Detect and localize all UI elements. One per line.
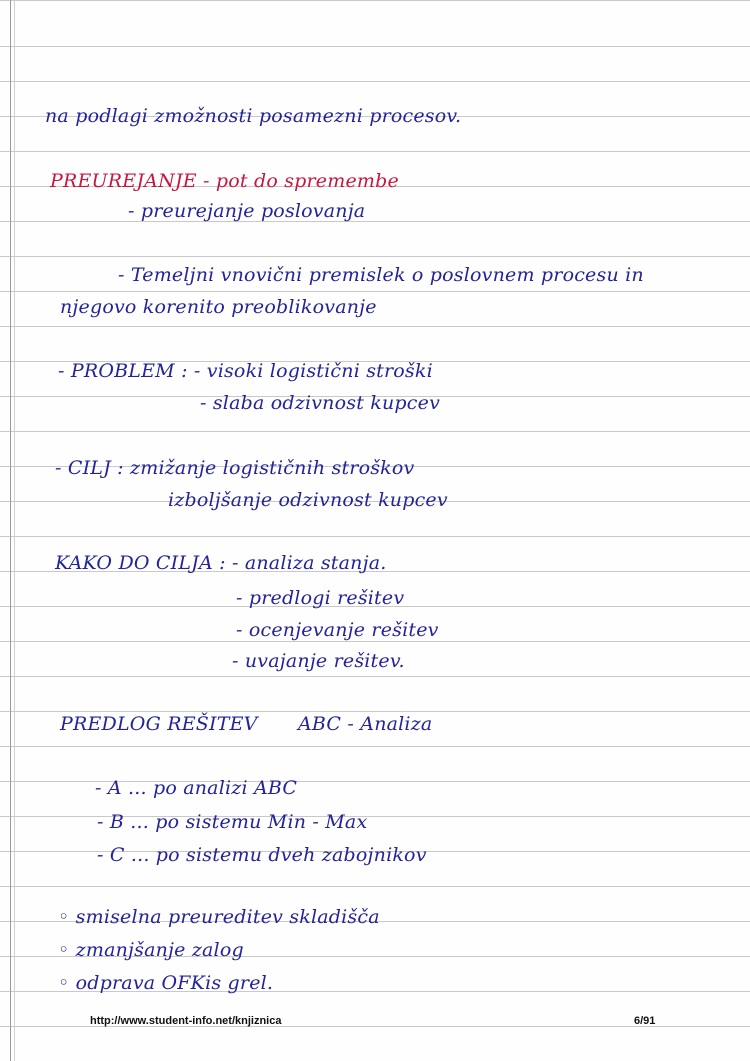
cilj-line-2: izboljšanje odzivnost kupcev (168, 489, 448, 511)
abc-analiza-label: ABC - Analiza (298, 713, 433, 735)
margin-line (10, 0, 11, 1061)
kako-step-ocenjevanje: - ocenjevanje rešitev (236, 619, 439, 641)
problem-line-1: - PROBLEM : - visoki logistični stroški (58, 360, 433, 382)
bullet-skladisca: ◦ smiselna preureditev skladišča (58, 906, 380, 928)
predlog-resitev-heading: PREDLOG REŠITEV (60, 713, 258, 735)
kako-do-cilja-line: KAKO DO CILJA : - analiza stanja. (55, 552, 387, 574)
abc-item-b: - B ... po sistemu Min - Max (97, 811, 368, 833)
heading-preurejanje: PREUREJANJE - pot do spremembe (50, 170, 399, 192)
bullet-odprava: ◦ odprava OFKis grel. (58, 972, 274, 994)
margin-line-inner (14, 0, 15, 1061)
kako-step-uvajanje: - uvajanje rešitev. (232, 650, 405, 672)
bullet-zalog: ◦ zmanjšanje zalog (58, 939, 244, 961)
problem-line-2: - slaba odzivnost kupcev (200, 392, 440, 414)
cilj-line-1: - CILJ : zmižanje logističnih stroškov (55, 457, 415, 479)
page-number: 6/91 (634, 1015, 656, 1027)
footer-url: http://www.student-info.net/knjiznica (90, 1015, 282, 1027)
note-line-temeljni: - Temeljni vnovični premislek o poslovnem procesu in (118, 264, 644, 286)
note-line-korenito: njegovo korenito preoblikovanje (60, 296, 377, 318)
note-line-preurejanje-poslovanja: - preurejanje poslovanja (128, 200, 366, 222)
abc-item-c: - C ... po sistemu dveh zabojnikov (97, 844, 427, 866)
note-line-1: na podlagi zmožnosti posamezni procesov. (45, 105, 462, 127)
kako-step-predlogi: - predlogi rešitev (236, 587, 405, 609)
abc-item-a: - A ... po analizi ABC (95, 777, 298, 799)
